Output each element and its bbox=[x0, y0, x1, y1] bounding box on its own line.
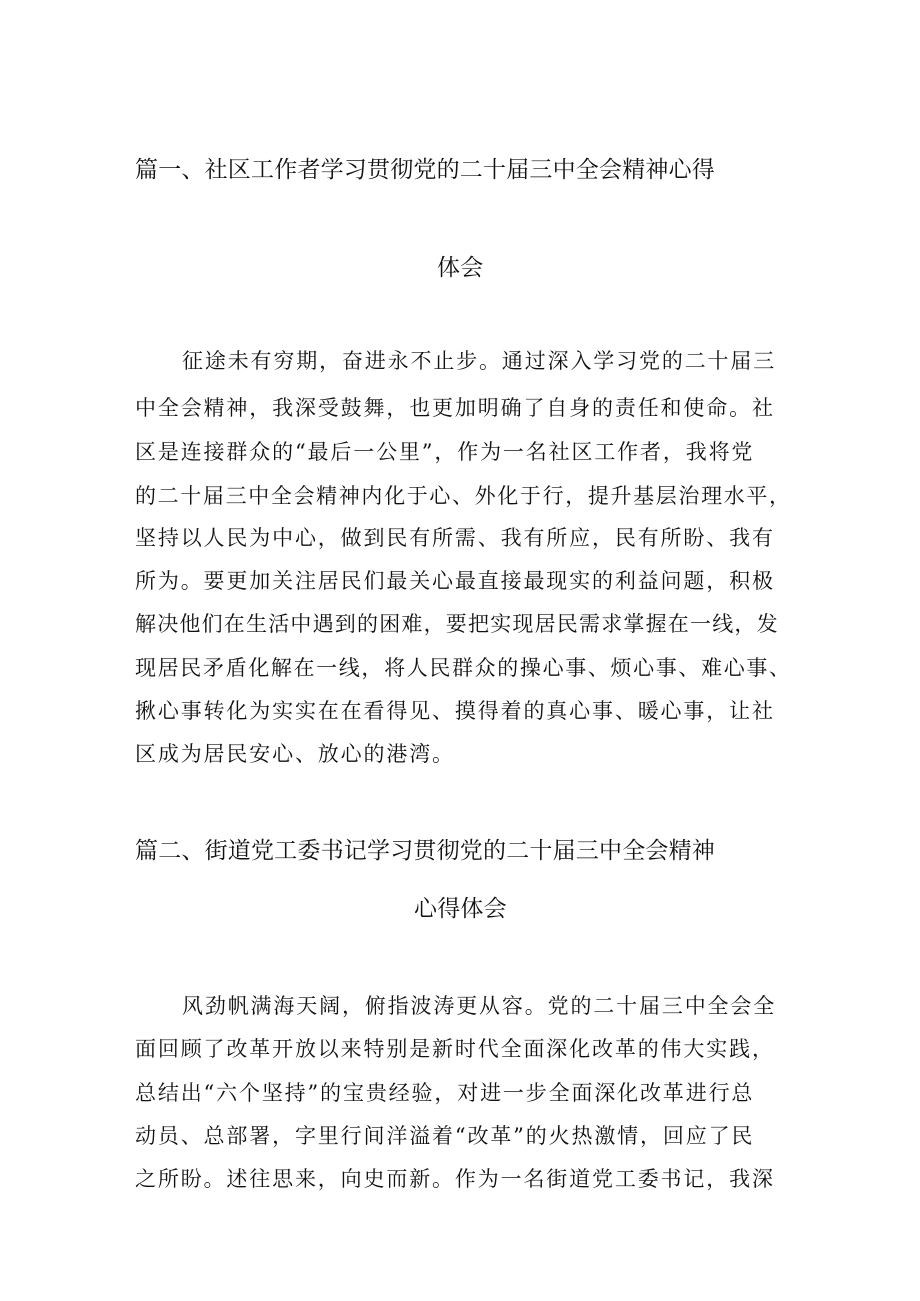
section2-title-line2: 心得体会 bbox=[414, 896, 507, 922]
paragraph-line: 总结出“六个坚持”的宝贵经验，对进一步全面深化改革进行总 bbox=[135, 1081, 755, 1105]
paragraph-line: 区成为居民安心、放心的港湾。 bbox=[135, 742, 455, 766]
paragraph-line: 解决他们在生活中遇到的困难，要把实现居民需求掌握在一线，发 bbox=[135, 612, 779, 636]
section1-title-line2: 体会 bbox=[437, 255, 484, 281]
paragraph-line: 动员、总部署，字里行间洋溢着“改革”的火热激情，回应了民 bbox=[135, 1124, 755, 1148]
section1-title-line1: 篇一、社区工作者学习贯彻党的二十届三中全会精神心得 bbox=[135, 157, 715, 183]
paragraph-line: 面回顾了改革开放以来特别是新时代全面深化改革的伟大实践， bbox=[135, 1037, 775, 1061]
paragraph-line: 区是连接群众的“最后一公里”，作为一名社区工作者，我将党 bbox=[135, 440, 755, 464]
paragraph-line: 中全会精神，我深受鼓舞，也更加明确了自身的责任和使命。社 bbox=[135, 396, 775, 420]
paragraph-line: 坚持以人民为中心，做到民有所需、我有所应，民有所盼、我有 bbox=[135, 526, 775, 550]
paragraph-line: 之所盼。述往思来，向史而新。作为一名街道党工委书记，我深 bbox=[135, 1167, 775, 1191]
section2-title-line1: 篇二、街道党工委书记学习贯彻党的二十届三中全会精神 bbox=[135, 838, 715, 864]
paragraph-line: 揪心事转化为实实在在看得见、摸得着的真心事、暖心事，让社 bbox=[135, 699, 775, 723]
paragraph-line: 所为。要更加关注居民们最关心最直接最现实的利益问题，积极 bbox=[135, 569, 775, 593]
paragraph-line: 现居民矛盾化解在一线，将人民群众的操心事、烦心事、难心事、 bbox=[135, 656, 792, 680]
paragraph-line: 征途未有穷期，奋进永不止步。通过深入学习党的二十届三 bbox=[182, 349, 777, 373]
paragraph-line: 风劲帆满海天阔，俯指波涛更从容。党的二十届三中全会全 bbox=[182, 994, 777, 1018]
paragraph-line: 的二十届三中全会精神内化于心、外化于行，提升基层治理水平， bbox=[135, 484, 792, 508]
